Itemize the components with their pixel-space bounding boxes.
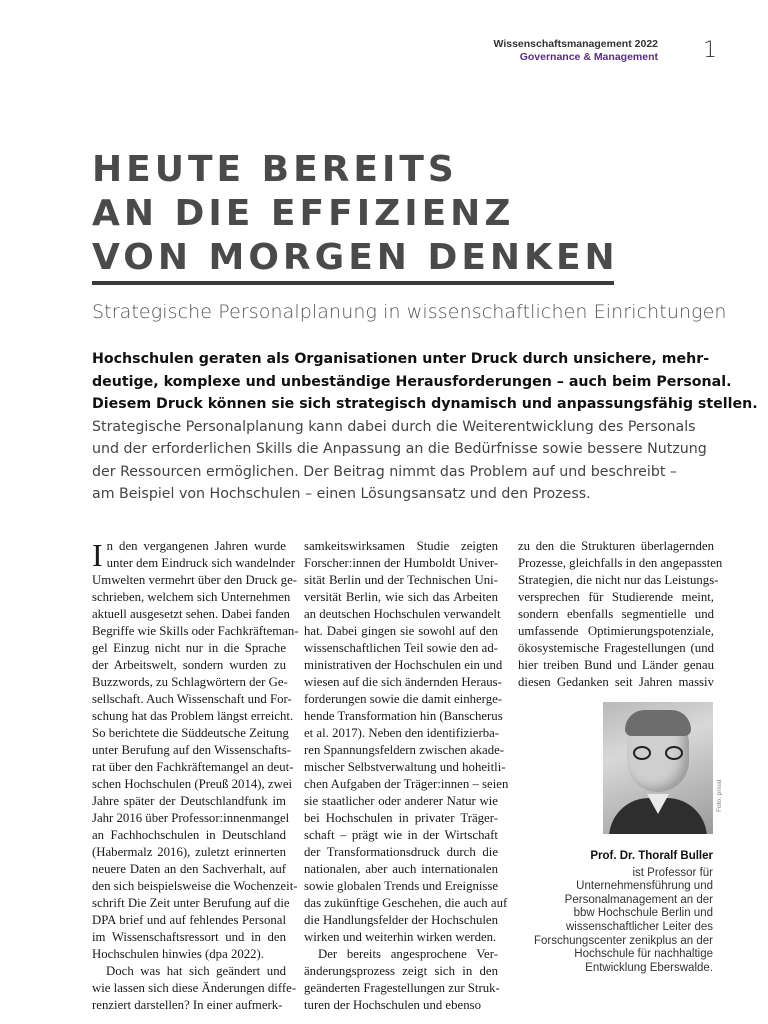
bio-line: bbw Hochschule Berlin und bbox=[573, 907, 713, 920]
body-line: hat. Dabei gingen sie sowohl auf den bbox=[304, 624, 498, 638]
body-line: Jahre später der Deutschlandfunk im bbox=[92, 794, 286, 808]
body-line: änderungsprozess zeigt sich in den bbox=[304, 964, 498, 978]
body-line: nationalen, aber auch internationalen bbox=[304, 862, 498, 876]
body-line: an Fachhochschulen in Deutschland bbox=[92, 828, 286, 842]
page-number: 1 bbox=[703, 38, 717, 63]
article-subtitle: Strategische Personalplanung in wissenschaftlichen Einrichtungen bbox=[92, 301, 727, 323]
body-line: umfassende Optimierungspotenziale, bbox=[518, 624, 714, 638]
running-header bbox=[494, 38, 658, 64]
lead-line: am Beispiel von Hochschulen – einen Lösungsansatz und den Prozess. bbox=[92, 486, 591, 502]
body-line: versität Berlin, wie sich das Arbeiten bbox=[304, 590, 498, 604]
body-line: rat über den Fachkräftemangel an deut- bbox=[92, 760, 294, 774]
body-line: ökosystemische Fragestellungen (und bbox=[518, 641, 714, 655]
body-line: Prozesse, gleichfalls in den angepassten bbox=[518, 556, 723, 570]
body-line: samkeitswirksamen Studie zeigten bbox=[304, 539, 498, 553]
drop-cap: I bbox=[92, 537, 103, 573]
body-line: wirken und weiterhin wirken werden. bbox=[304, 930, 497, 944]
body-line: n den vergangenen Jahren wurde bbox=[106, 539, 286, 553]
body-line: Hochschulen hinwies (dpa 2022). bbox=[92, 947, 265, 961]
bio-line: Forschungscenter zenikplus an der bbox=[534, 934, 713, 947]
body-line: schung hat das Problem längst erreicht. bbox=[92, 709, 294, 723]
body-column-1 bbox=[92, 537, 299, 1014]
bio-line: Unternehmensführung und bbox=[576, 880, 713, 893]
body-line: Der bereits angesprochene Ver- bbox=[318, 947, 498, 961]
bio-line: wissenschaftlicher Leiter des bbox=[565, 920, 713, 933]
body-line: sondern ebenfalls segmentielle und bbox=[518, 607, 714, 621]
body-line: der Transformationsdruck durch die bbox=[304, 845, 498, 859]
body-line: geänderten Fragestellungen zur Struk- bbox=[304, 981, 500, 995]
body-line: der Arbeitswelt, sondern wurden zu bbox=[92, 658, 286, 672]
body-line: (Habermalz 2016), zuletzt erinnerten bbox=[92, 845, 286, 859]
body-line: diesen Gedanken seit Jahren massiv bbox=[518, 675, 714, 689]
body-line: schrift Die Zeit unter Berufung auf die bbox=[92, 896, 290, 910]
title-line: HEUTE BEREITS bbox=[92, 149, 458, 190]
body-line: aktuell ausgesetzt sehen. Dabei fanden bbox=[92, 607, 290, 621]
lead-bold-line: Hochschulen geraten als Organisationen unter Druck durch unsichere, mehr- bbox=[92, 351, 710, 367]
lead-paragraph bbox=[92, 348, 758, 506]
body-line: forderungen sowie die damit einherge- bbox=[304, 692, 503, 706]
body-line: hende Transformation hin (Banscherus bbox=[304, 709, 503, 723]
body-line: sellschaft. Auch Wissenschaft und For- bbox=[92, 692, 292, 706]
body-line: die Handlungsfelder der Hochschulen bbox=[304, 913, 498, 927]
body-line: Strategien, die nicht nur das Leistungs- bbox=[518, 573, 719, 587]
lead-line: Strategische Personalplanung kann dabei durch die Weiterentwicklung des Personals bbox=[92, 418, 696, 435]
body-line: versprechen für Studierende meint, bbox=[518, 590, 714, 604]
bio-line: Personalmanagement an der bbox=[564, 893, 713, 906]
body-line: turen der Hochschulen und ebenso bbox=[304, 998, 481, 1012]
title-underline bbox=[92, 281, 614, 285]
body-column-3 bbox=[518, 538, 723, 691]
journal-name: Wissenschaftsmanagement 2022 bbox=[493, 38, 658, 50]
author-bio bbox=[513, 850, 713, 975]
body-line: DPA brief und auf fehlendes Personal bbox=[92, 913, 286, 927]
body-line: wiesen auf die sich ändernden Heraus- bbox=[304, 675, 502, 689]
author-photo bbox=[603, 702, 713, 834]
bio-line: ist Professor für bbox=[632, 866, 713, 879]
body-line: Umwelten vermehrt über den Druck ge- bbox=[92, 573, 298, 587]
section-name: Governance & Management bbox=[519, 51, 658, 63]
body-line: wissenschaftlichen Teil sowie den ad- bbox=[304, 641, 498, 655]
body-line: unter Berufung auf den Wissenschafts- bbox=[92, 743, 291, 757]
body-line: gel Einzug nicht nur in die Sprache bbox=[92, 641, 286, 655]
body-line: Buzzwords, zu Schlagwörtern der Ge- bbox=[92, 675, 288, 689]
body-line: neuere Daten an den Sachverhalt, auf bbox=[92, 862, 286, 876]
body-line: Jahr 2016 über Professor:innenmangel bbox=[92, 811, 290, 825]
title-line: AN DIE EFFIZIENZ bbox=[92, 193, 515, 234]
lead-bold-line: deutige, komplexe und unbeständige Herausforderungen – auch beim Personal. bbox=[92, 373, 732, 390]
body-line: an deutschen Hochschulen verwandelt bbox=[304, 607, 501, 621]
bio-line: Entwicklung Eberswalde. bbox=[585, 961, 713, 974]
body-line: zu den die Strukturen überlagernden bbox=[518, 539, 714, 553]
body-line: ren Spannungsfeldern zwischen akade- bbox=[304, 743, 505, 757]
body-line: et al. 2017). Neben den identifizierba- bbox=[304, 726, 500, 740]
lead-line: und der erforderlichen Skills die Anpassung an die Bedürfnisse sowie bessere Nutzung bbox=[92, 441, 707, 457]
author-name: Prof. Dr. Thoralf Buller bbox=[590, 850, 713, 862]
body-line: schrieben, welchem sich Unternehmen bbox=[92, 590, 291, 604]
body-line: sie staatlicher oder anderer Natur wie bbox=[304, 794, 498, 808]
title-line: VON MORGEN DENKEN bbox=[92, 237, 619, 278]
body-line: renziert darstellen? In einer aufmerk- bbox=[92, 998, 283, 1012]
body-line: bei Hochschulen in privater Träger- bbox=[304, 811, 498, 825]
body-line: mischer Selbstverwaltung und hoheitli- bbox=[304, 760, 506, 774]
body-line: ministrativen der Hochschulen ein und bbox=[304, 658, 503, 672]
lead-bold-line: Diesem Druck können sie sich strategisch dynamisch und anpassungsfähig stellen. bbox=[92, 396, 758, 412]
body-line: wie lassen sich diese Änderungen diffe- bbox=[92, 981, 297, 995]
body-line: Begriffe wie Skills oder Fachkräfteman- bbox=[92, 624, 299, 638]
body-line: hier treiben Bund und Länder genau bbox=[518, 658, 714, 672]
article-title bbox=[92, 148, 652, 280]
body-line: Forscher:innen der Humboldt Univer- bbox=[304, 556, 499, 570]
body-line: das zukünftige Geschehen, die auch auf bbox=[304, 896, 508, 910]
bio-line: Hochschule für nachhaltige bbox=[574, 948, 713, 961]
photo-credit: Foto: privat bbox=[716, 779, 723, 812]
body-column-2 bbox=[304, 538, 509, 1014]
body-line: So berichtete die Süddeutsche Zeitung bbox=[92, 726, 289, 740]
body-line: schaft – prägt wie in der Wirtschaft bbox=[304, 828, 498, 842]
body-line: unter dem Eindruck sich wandelnder bbox=[106, 556, 295, 570]
body-line: Doch was hat sich geändert und bbox=[106, 964, 286, 978]
body-line: im Wissenschaftsressort und in den bbox=[92, 930, 286, 944]
lead-line: der Ressourcen ermöglichen. Der Beitrag nimmt das Problem auf und beschreibt – bbox=[92, 463, 678, 480]
body-line: chen Aufgaben der Träger:innen – seien bbox=[304, 777, 509, 791]
body-line: schen Hochschulen (Preuß 2014), zwei bbox=[92, 777, 293, 791]
body-line: sowie globalen Trends und Ereignisse bbox=[304, 879, 499, 893]
body-line: den sich beispielsweise die Wochenzeit- bbox=[92, 879, 298, 893]
body-line: sität Berlin und der Technischen Uni- bbox=[304, 573, 498, 587]
